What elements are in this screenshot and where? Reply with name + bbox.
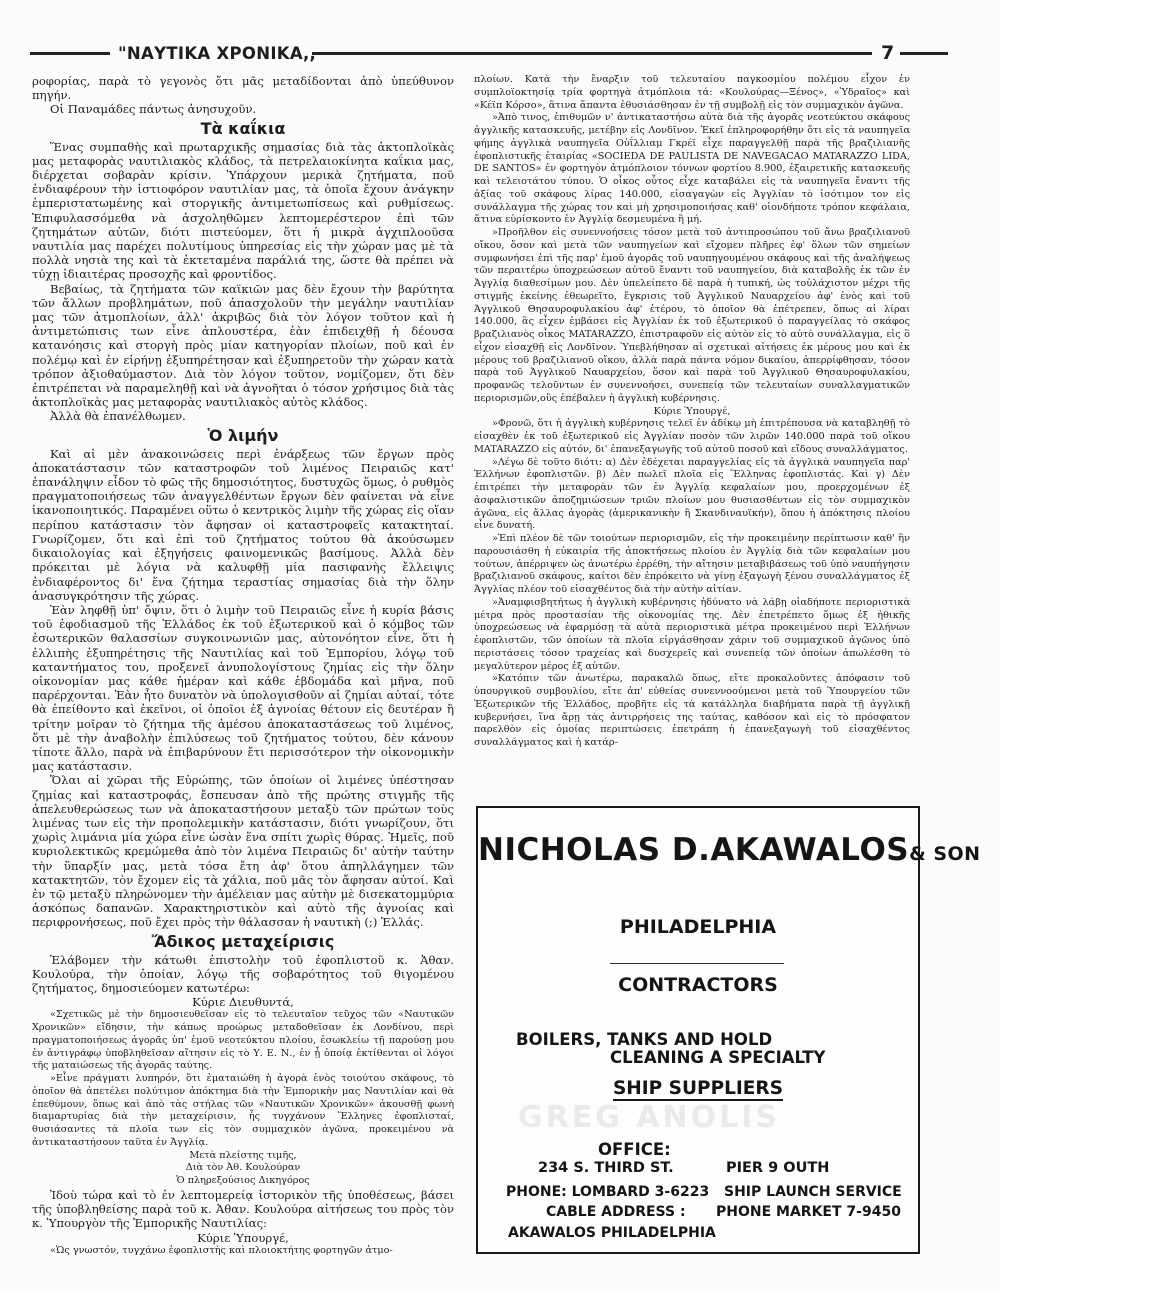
petition-paragraph: »Φρονῶ, ὅτι ἡ ἀγγλικὴ κυβέρνησις τελεῖ ἐν ἀδίκῳ μὴ ἐπιτρέπουσα νὰ καταβληθῇ τὸ εἰσαχθὲν ἐκ τοῦ ἐξωτερικοῦ εἰς Ἀγγλίαν ποσὸν τῶν λιρῶν 140.000 παρὰ τοῦ οἴκου MATARAZZO εἰς αὐτόν, δι' ἐπανεξαγωγῆς τοῦ αὐτοῦ ποσοῦ καὶ εἴδους συναλλάγματος.: [474, 418, 910, 455]
letter-signature: Διὰ τὸν Ἀθ. Κουλούραν: [185, 1162, 301, 1174]
article-paragraph: Βεβαίως, τὰ ζητήματα τῶν καϊκιῶν μας δὲν ἔχουν τὴν βαρύτητα τῶν ἄλλων προβλημάτων, ποῦ ἀπασχολοῦν τὴν μεγάλην ναυτιλίαν μας τῶν ἀτμοπλοίων, ἀλλ' ἀκριβῶς διὰ τὸν λόγον τοῦτον καὶ ἡ ἀντιμετώπισις των εἶνε ἁπλουστέρα, ἐὰν ἐπιδειχθῇ ἡ δέουσα κατανόησις καὶ στοργὴ πρὸς μίαν κατηγορίαν πλοίων, ποῦ καὶ ἐν πολέμῳ καὶ ἐν εἰρήνῃ ἐξυπηρέτησαν καὶ ἐξυπηρετοῦν τὴν χώραν κατὰ τρόπον ἀξιοθαύμαστον. Διὰ τὸν λόγον τοῦτον, νομίζομεν, ὅτι δὲν ἐπιτρέπεται νὰ παραμεληθῇ καὶ νὰ ἀγνοῆται ὁ τόσον χρήσιμος διὰ τὰς ἀκτοπλοϊκὰς μας μεταφορὰς ναυτιλιακὸς αὐτὸς κλάδος.: [32, 281, 454, 410]
section-heading-adikos: Ἄδικος μεταχείρισις: [151, 931, 335, 951]
article-paragraph: Ἐλάβομεν τὴν κάτωθι ἐπιστολὴν τοῦ ἐφοπλιστοῦ κ. Ἀθαν. Κουλούρα, τὴν ὁποίαν, λόγῳ τῆς σοβαρότητος τοῦ θιγομένου ζητήματος, δημοσιεύομεν κατωτέρω:: [32, 952, 454, 995]
opening-text: [32, 74, 454, 117]
advertisement-box: [476, 806, 981, 1254]
article-paragraph: Ἰδοὺ τώρα καὶ τὸ ἐν λεπτομερείᾳ ἱστορικὸν τῆς ὑποθέσεως, βάσει τῆς ὑποβληθείσης παρὰ τοῦ κ. Ἀθαν. Κουλούρα αἰτήσεως του πρὸς τὸν κ. Ὑπουργὸν τῆς Ἐμπορικῆς Ναυτιλίας:: [32, 1187, 454, 1231]
petition-paragraph: »Κατόπιν τῶν ἀνωτέρω, παρακαλῶ ὅπως, εἴτε προκαλοῦντες ἀπόφασιν τοῦ ὑπουργικοῦ συμβουλίου, εἴτε ἀπ' εὐθείας συνεννοούμενοι μετὰ τοῦ Ὑπουργείου τῶν Ἐξωτερικῶν τῆς Ἑλλάδος, προβῆτε εἰς τὰ κατάλληλα διαβήματα παρὰ τῇ ἀγγλικῇ κυβερνήσει, ἵνα ἄρῃ τὰς ἀντιρρήσεις της ταύτας, καθόσον καὶ εἰς τὸ πρόσφατον παρελθὸν εἰς ὁμοίας περιπτώσεις ἐπετράπη ἡ ἐπανεξαγωγὴ τοῦ εἰσαχθέντος συναλλάγματος καὶ ἡ κατάρ-: [474, 673, 910, 748]
header-rule-left: [30, 52, 110, 55]
letter-paragraph: «Ὡς γνωστόν, τυγχάνω ἐφοπλιστὴς καὶ πλοιοκτήτης φορτηγῶν ἀτμο-: [50, 1244, 393, 1256]
article-paragraph: Ἀλλὰ θὰ ἐπανέλθωμεν.: [50, 409, 186, 424]
left-column: [32, 74, 454, 1274]
ad-address: 234 S. THIRD ST.: [538, 1160, 674, 1176]
section-heading-limin: Ὁ λιμήν: [207, 425, 279, 445]
petition-paragraph: »Ἐπὶ πλέον δὲ τῶν τοιούτων περιορισμῶν, εἰς τὴν προκειμένην περίπτωσιν καθ' ἣν παρουσιάσθη ἡ εὐκαιρία τῆς ἀποκτήσεως πλοίου ἐν Ἀγγλίᾳ διὰ τῶν κεφαλαίων μου τούτων, ἀπέρριψεν ὡς ἀνωτέρω ἐρρέθη, τὴν αἴτησιν μεταβιβάσεως τοῦ ὑπὸ ναυπήγησιν βραζιλιανοῦ σκάφους, καίτοι δὲν ἐπρόκειτο νὰ γίνῃ ἐξαγωγὴ ξένου συναλλάγματος ἐξ Ἀγγλίας πλέον τοῦ εἰσαχθέντος διὰ τὴν αὐτὴν αἰτίαν.: [474, 533, 910, 595]
ad-company-suffix: & SON: [909, 843, 981, 865]
journal-title: "ΝΑΥΤΙΚΑ ΧΡΟΝΙΚΑ,,: [118, 44, 317, 63]
ad-contractors: CONTRACTORS: [618, 974, 778, 996]
petition-address: Κύριε Ὑπουργέ,: [653, 405, 731, 417]
ad-divider: [610, 963, 784, 964]
petition-paragraph: »Λέγω δὲ τοῦτο διότι: α) Δὲν ἐδέχεται παραγγελίας εἰς τὰ ἀγγλικὰ ναυπηγεῖα παρ' Ἑλλήνων ἐφοπλιστῶν. β) Δὲν πωλεῖ πλοῖα εἰς Ἕλληνας ἐφοπλιστάς. Καὶ γ) Δὲν ἐπιτρέπει τὴν μεταφορὰν τῶν ἐν Ἀγγλίᾳ κεφαλαίων μου, προερχομένων ἐξ ἀσφαλιστικῶν ἀποζημιώσεων τριῶν πλοίων μου θυσιασθέντων εἰς τὸν συμμαχικὸν ἀγῶνα, εἰς ἄλλας ἀγορὰς (ἀμερικανικὴν ἢ Σκανδιναυϊκήν), ὅπου ἡ ἀπόκτησις πλοίου εἶνε δυνατή.: [474, 456, 910, 532]
ad-phone: PHONE: LOMBARD 3-6223: [506, 1184, 710, 1200]
ad-phone-market: PHONE MARKET 7-9450: [716, 1204, 901, 1220]
page-number: 7: [881, 42, 895, 64]
letter-signature: Ὁ πληρεξούσιος Δικηγόρος: [176, 1175, 310, 1187]
petition-paragraph: πλοίων. Κατὰ τὴν ἔναρξιν τοῦ τελευταίου παγκοσμίου πολέμου εἶχον ἐν συμπλοϊοκτησίᾳ τρία φορτηγὰ ἀτμόπλοια τά: «Κουλούρας—Ξένος», «Ὑδραῖος» καὶ «Κέϊπ Κόρσο», ἅτινα ἅπαντα ἐθυσιάσθησαν ἐν τῇ συμβολῇ εἰς τὸν συμμαχικὸν ἀγῶνα.: [474, 74, 910, 111]
ad-company-main: NICHOLAS D.AKAWALOS: [478, 832, 910, 868]
adikos-intro: [32, 953, 454, 1010]
ad-cable-address: AKAWALOS PHILADELPHIA: [508, 1225, 716, 1241]
kaikia-article: [32, 140, 454, 424]
letter-paragraph: «Σχετικῶς μὲ τὴν δημοσιευθεῖσαν εἰς τὸ τελευταῖον τεῦχος τῶν «Ναυτικῶν Χρονικῶν» εἴδησιν, τὴν κάπως προώρως μεταδοθεῖσαν ἐκ Λονδίνου, περὶ πραγματοποιήσεως ἀγορᾶς ὑπ' ἐμοῦ νεοτεύκτου πλοίου, ἐσωκλείω τῇ παρούσῃ μου ἐν ἀντιγράφῳ ὑποβληθεῖσαν αἴτησιν εἰς τὸ Υ. Ε. Ν., ἐν ᾗ ὁποίᾳ ἐκτίθενται οἱ λόγοι τῆς ματαιώσεως τῆς ἀγορᾶς ταύτης.: [32, 1009, 454, 1072]
ad-company-name: [478, 832, 981, 868]
article-paragraph: Ἕνας συμπαθὴς καὶ πρωταρχικῆς σημασίας διὰ τὰς ἀκτοπλοϊκὰς μας μεταφορὰς ναυτιλιακὸς κλάδος, τὰ πετρελαιοκίνητα καΐκια μας, διέρχεται σοβαρὰν κρίσιν. Ὑπάρχουν μερικὰ ζητήματα, ποῦ ἐνδιαφέρουν τὴν ἱστιοφόρον ναυτιλίαν μας, τὰ ὁποῖα ἔχουν ἀνάγκην ἐμπεριστατωμένης καὶ στοργικῆς ἀντιμετωπίσεως καὶ ρυθμίσεως. Ἐπιφυλασσόμεθα νὰ ἀσχοληθῶμεν λεπτομερέστερον ἐπὶ τῶν ζητημάτων αὐτῶν, διότι πιστεύομεν, ὅτι ἡ μικρὰ ἀγχιπλοοῦσα ναυτιλία μας παρέχει πολυτίμους ὑπηρεσίας εἰς τὴν χώραν μας μὲ τὰ πολλὰ νησιὰ της καὶ τὰ ἐκτεταμένα παράλιά της, ὥστε θὰ πρέπει νὰ τύχῃ ἰδιαιτέρας προσοχῆς καὶ φροντίδος.: [32, 139, 454, 282]
adikos-letter: [32, 1009, 454, 1188]
ad-office-label: OFFICE:: [598, 1140, 671, 1159]
right-column: [474, 74, 910, 798]
ad-ship-suppliers: [478, 1078, 918, 1099]
petition-paragraph: »Προῆλθον εἰς συνεννοήσεις τόσον μετὰ τοῦ ἀντιπροσώπου τοῦ ἄνω βραζιλιανοῦ οἴκου, ὅσον καὶ μετὰ τῶν ναυπηγείων καὶ εἴχομεν πλῆρες ἐφ' ὅλων τῶν σημείων συμφωνήσει ἐπὶ τῆς παρ' ἐμοῦ ἀγορᾶς τοῦ ναυπηγουμένου σκάφους καὶ τῆς ἀναλήψεως τῶν περαιτέρω ὑποχρεώσεων αὐτοῦ ἔναντι τοῦ ναυπηγείου, διὰ καταβολῆς ἐκ τῶν ἐν Ἀγγλίᾳ διαθεσίμων μου. Δὲν ὑπελείπετο δὲ παρὰ ἡ τυπική, ὡς τοὐλάχιστον μέχρι τῆς στιγμῆς ἐκείνης ἐθεωρεῖτο, ἔγκρισις τοῦ Ἀγγλικοῦ Ναυαρχείου ἀφ' ἑνὸς καὶ τοῦ Ἀγγλικοῦ Θησαυροφυλακίου ἀφ' ἑτέρου, τὸ ὁποῖον θὰ ἐπέτρεπεν, ὅπως αἱ λίραι 140.000, ἃς εἶχεν ἐμβάσει εἰς Ἀγγλίαν ἐκ τοῦ ἐξωτερικοῦ ὁ παραγγείλας τὸ σκάφος βραζιλιανὸς οἶκος MATARAZZO, ἐπιστραφοῦν εἰς αὐτὸν εἰς τὸ αὐτὸ συνάλλαγμα, εἰς ὃ εἶχον εἰσαχθῇ εἰς Λονδῖνον. Ὑπεβλήθησαν αἱ σχετικαὶ αἰτήσεις ἐκ μέρους μου καὶ ἐκ μέρους τοῦ βραζιλιανοῦ οἴκου, ἀλλὰ παρὰ πάντα νόμον δικαίου, ἀπερρίφθησαν, τόσον παρὰ τοῦ Ἀγγλικοῦ Ναυαρχείου, ὅσον καὶ παρὰ τοῦ Ἀγγλικοῦ Θησαυροφυλακίου, προφανῶς τελοῦντων ἐν συνεννοήσει, συνεπείᾳ τῶν τελευταίων συναλλαγματικῶν περιορισμῶν,οὓς ἐπέβαλεν ἡ ἀγγλικὴ κυβέρνησις.: [474, 227, 910, 404]
letter-address: Κύριε Ὑπουργέ,: [197, 1230, 289, 1245]
ad-city: PHILADELPHIA: [619, 916, 777, 938]
ad-cable-label: CABLE ADDRESS :: [546, 1204, 686, 1220]
bleed-through-text: GREG ANOLIS: [518, 1100, 780, 1135]
petition-paragraph: »Ἀναμφισβητήτως ἡ ἀγγλικὴ κυβέρνησις ἠδύνατο νὰ λάβῃ οἱαδήποτε περιοριστικὰ μέτρα πρὸς προστασίαν τῆς οἰκονομίας της. Δὲν ἐπετρέπετο ὅμως ἐξ ἠθικῆς ὑποχρεώσεως νὰ ἐφαρμόσῃ τὰ αὐτὰ περιοριστικὰ μέτρα προκειμένου περὶ Ἑλλήνων ἐφοπλιστῶν, τῶν ὁποίων τὰ πλοῖα εἰργάσθησαν χάριν τοῦ συμμαχικοῦ ἀγῶνος ὑπὸ περιστάσεις τόσον τραχείας καὶ δυσχερεῖς καὶ συνεπείᾳ τῶν ὁποίων ἀπωλέσθη τὸ μεγαλύτερον μέρος ἐξ αὐτῶν.: [474, 596, 910, 672]
header-rule-middle: [312, 52, 872, 55]
petition-continuation: [474, 74, 910, 750]
opening-paragraph: ροφορίας, παρὰ τὸ γεγονὸς ὅτι μᾶς μεταδίδονται ἀπὸ ὑπεύθυνον πηγήν.: [32, 74, 454, 103]
ad-launch-service: SHIP LAUNCH SERVICE: [724, 1184, 902, 1200]
letter-paragraph: »Εἶνε πράγματι λυπηρόν, ὅτι ἐματαιώθη ἡ ἀγορὰ ἑνὸς τοιούτου σκάφους, τὸ ὁποῖον θὰ ἀπετέλει πολύτιμον ἀπόκτημα διὰ τὴν Ἐμπορικὴν μας Ναυτιλίαν καὶ θὰ ἐπεθύμουν, ὅπως καὶ ἀπὸ τὰς στήλας τῶν «Ναυτικῶν Χρονικῶν» ἀκουσθῇ φωνὴ διαμαρτυρίας διὰ τὴν μεταχείρισιν, ἧς τυγχάνουν Ἕλληνες ἐφοπλισταί, θυσιάσαντες τὰ πλοῖα των εἰς τὸν συμμαχικὸν ἀγῶνα, προκειμένου νὰ ἀντικαταστήσουν ταῦτα ἐν Ἀγγλίᾳ.: [32, 1073, 454, 1148]
adikos-petition-start: [32, 1245, 454, 1258]
ad-pier: PIER 9 OUTH: [726, 1160, 830, 1176]
letter-closing: Μετὰ πλείστης τιμῆς,: [189, 1149, 297, 1161]
article-paragraph: Ἐὰν ληφθῇ ὑπ' ὄψιν, ὅτι ὁ λιμὴν τοῦ Πειραιῶς εἶνε ἡ κυρία βάσις τοῦ ἐφοδιασμοῦ τῆς Ἑλλάδος ἐκ τοῦ ἐξωτερικοῦ καὶ ὁ κόμβος τῶν ἐσωτερικῶν θαλασσίων συγκοινωνιῶν μας, αὐτονόητον εἶνε, ὅτι ἡ ἐλλιπὴς ἐξυπηρέτησις τῆς Ναυτιλίας καὶ τοῦ Ἐμπορίου, λόγῳ τοῦ καταντήματος του, προξενεῖ ἀνυπολογίστους ζημίας εἰς τὴν ὅλην οἰκονομίαν μας κάθε ἡμέραν καὶ κάθε ἑβδομάδα καὶ μῆνα, ποῦ παρέρχονται. Ἐὰν ἦτο δυνατὸν νὰ ὑπολογισθοῦν αἱ ζημίαι αὐταί, τότε θὰ ἐπείθοντο καὶ ἐκεῖνοι, οἱ ὁποῖοι ἐξ ἀγνοίας θέτουν εἰς δευτέραν ἢ τρίτην μοῖραν τὸ ζήτημα τῆς ἀμέσου ἀποκαταστάσεως τοῦ λιμένος, ὅτι μὲ τὴν ἀναβολὴν ἐπιλύσεως τοῦ ζητήματος τούτου, δὲν κάνουν τίποτε ἄλλο, παρὰ νὰ ἐπιβαρύνουν ἔτι περισσότερον τὴν οἰκονομικὴν μας κατάστασιν.: [32, 602, 454, 774]
ad-services-line-1: BOILERS, TANKS AND HOLD: [516, 1030, 773, 1049]
petition-paragraph: »Ἀπὸ τινος, ἐπιθυμῶν ν' ἀντικαταστήσω αὐτὰ διὰ τῆς ἀγορᾶς νεοτεύκτου σκάφους ἀγγλικῆς κατασκευῆς, μετέβην εἰς Λονδῖνον. Ἐκεῖ ἐπληροφορήθην ὅτι εἰς τὰ ναυπηγεῖα φήμης ἀγγλικὰ ναυπηγεῖα Οὐΐλλιαμ Γκρέϊ εἶχε παραγγελθῇ παρὰ τῆς βραζιλιανῆς ἐφοπλιστικῆς ἑταιρίας «SOCIEDA DE PAULISTA DE NAVEGACAO MATARAZZO LIDA, DE SANTOS» ἐν φορτηγὸν ἀτμόπλοιον τόννων φορτίου 8.900, ἐξαιρετικῆς κατασκευῆς καὶ τελειοτάτου τύπου. Ὁ οἶκος οὗτος εἶχε καταβάλει εἰς τὰ ναυπηγεῖα ἔναντι τῆς ἀξίας τοῦ σκάφους λίρας 140.000, εἰσαγαγὼν εἰς Ἀγγλίαν τὸ ἰσότιμον τον εἰς συνάλλαγμα τῆς χώρας τον καὶ μὴ χρησιμοποιήσας καθ' οἱονδήποτε τρόπον κεφάλαια, ἅτινα εὑρίσκοντο ἐν Ἀγγλίᾳ δεσμευμένα ἢ μή.: [474, 112, 910, 226]
article-paragraph: Ὅλαι αἱ χῶραι τῆς Εὐρώπης, τῶν ὁποίων οἱ λιμένες ὑπέστησαν ζημίας καὶ καταστροφάς, ἔσπευσαν ἀπὸ τῆς πρώτης στιγμῆς τῆς ἀπελευθερώσεως των νὰ ἀποκαταστήσουν μεταξὺ τῶν πρώτων τοὺς λιμένας των εἰς τὴν προπολεμικὴν κατάστασιν, διότι γνωρίζουν, ὅτι χωρὶς λιμάνια μία χώρα εἶνε ὡσὰν ἕνα σπίτι χωρὶς θύρας. Ἡμεῖς, ποῦ κυριολεκτικῶς κρεμώμεθα ἀπὸ τὸν λιμένα Πειραιῶς δι' αὐτὴν ταύτην τὴν ὕπαρξίν μας, μετὰ τόσα ἔτη ἀφ' ὅτου ἀπηλλάγημεν τῶν κατακτητῶν, τὸν ἔχομεν εἰς τὰ χάλια, ποῦ μᾶς τὸν ἄφησαν αὐτοί. Καὶ ἐν τῷ μεταξὺ πληρώνομεν τὴν ἀμέλειαν μας αὐτὴν μὲ δισεκατομμύρια ἀσκόπως δαπανῶν. Χαρακτηριστικὸν καὶ αὐτὸ τῆς ἀγνοίας καὶ περιφρονήσεως, ποῦ ἔχει πρὸς τὴν θάλασσαν ἡ ναυτικὴ (;) Ἑλλάς.: [32, 773, 454, 930]
opening-paragraph: Οἱ Παναμάδες πάντως ἀνησυχοῦν.: [50, 102, 257, 117]
limin-article: [32, 447, 454, 930]
ad-services-line-2: CLEANING A SPECIALTY: [610, 1048, 826, 1067]
ad-ship-suppliers-text: SHIP SUPPLIERS: [612, 1078, 784, 1099]
letter-salutation: Κύριε Διευθυντά,: [192, 995, 294, 1010]
section-heading-kaikia: Τὰ καΐκια: [200, 118, 286, 138]
adikos-after: [32, 1188, 454, 1245]
article-paragraph: Καὶ αἱ μὲν ἀνακοινώσεις περὶ ἐνάρξεως τῶν ἔργων πρὸς ἀποκατάστασιν τῶν καταστροφῶν τοῦ λιμένος Πειραιῶς κατ' ἐπανάληψιν εἶδον τὸ φῶς τῆς δημοσιότητος, δυστυχῶς ὅμως, ὁ ρυθμὸς πραγματοποιήσεως τῶν ἀναγγελθέντων ἔργων δὲν φαίνεται νὰ εἶνε ἱκανοποιητικός. Παραμένει οὕτω ὁ κεντρικὸς λιμὴν τῆς χώρας εἰς οἵαν περίπου κατάστασιν τὸν ἄφησαν οἱ καταστροφεῖς κατακτηταί. Γνωρίζομεν, ὅτι καὶ ἐπὶ τοῦ ζητήματος τούτου θὰ ἀκούσωμεν δικαιολογίας καὶ ἐξηγήσεις φαινομενικῶς βασίμους. Ἀλλὰ δὲν πρόκειται μὲ λόγια νὰ καλυφθῇ μία πασιφανὴς ἔλλειψις ἐνδιαφέροντος δι' ἕνα ζήτημα τεραστίας σημασίας διὰ τὴν ὅλην ἀνασυγκρότησιν τῆς χώρας.: [32, 446, 455, 603]
running-head: [30, 44, 970, 66]
header-rule-right: [900, 52, 948, 55]
